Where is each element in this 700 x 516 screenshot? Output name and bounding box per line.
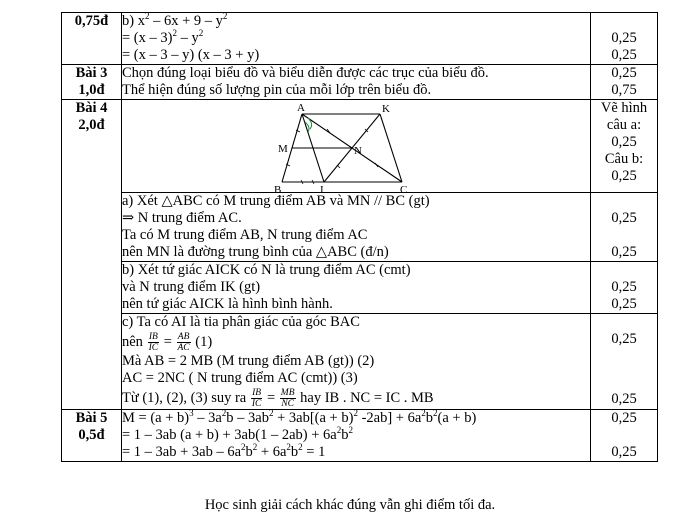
point-label: A — [297, 102, 305, 114]
points-cell: 0,25 0,25 — [591, 314, 658, 410]
point-label: B — [274, 184, 282, 194]
point-label: N — [354, 145, 362, 157]
row-bai3 — [62, 65, 658, 100]
row-bai2b — [62, 13, 658, 65]
points-cell: 0,25 0,25 — [591, 13, 658, 65]
points-cell: 0,25 0,25 — [591, 410, 658, 462]
geometry-figure — [272, 102, 432, 194]
fraction: $\frac{MB}{NC}$ — [280, 388, 295, 410]
fraction: $\frac{IB}{IC}$ — [251, 388, 262, 410]
row-bai4-b — [62, 262, 658, 314]
score-cell: Bài 4 2,0đ — [62, 100, 122, 410]
fraction: $\frac{IB}{IC}$ — [148, 332, 159, 354]
row-bai5 — [62, 410, 658, 462]
content-cell — [122, 13, 591, 65]
points-cell: 0,25 0,25 — [591, 193, 658, 262]
content-cell: Chọn đúng loại biểu đồ và biểu diễn được các trục của biểu đồ. Thể hiện đúng số lượng pin của mỗi lớp trên biểu đồ. — [122, 65, 591, 100]
fraction: $\frac{AB}{AC}$ — [177, 332, 190, 354]
footer-note: Học sinh giải cách khác đúng vẫn ghi điểm tối đa. — [204, 497, 496, 513]
content-cell: c) Ta có AI là tia phân giác của góc BAC nên $\frac{IB}{IC}$ = $\frac{AB}{AC}$ (1) Mà AB = 2 MB (M trung điểm AB (gt)) (2) AC = 2NC ( N trung điểm AC (cmt)) (3) Từ (1), (2), (3) suy ra $\frac{IB}{IC}$ = $\frac{MB}{NC}$ hay IB . NC = IC . MB — [122, 314, 591, 410]
row-bai4-figure — [62, 100, 658, 193]
row-bai4-c — [62, 314, 658, 410]
content-cell: a) Xét △ABC có M trung điểm AB và MN // BC (gt) ⇒ N trung điểm AC. Ta có M trung điểm AB, N trung điểm AC nên MN là đường trung bình của △ABC (đ/n) — [122, 193, 591, 262]
score-cell: Bài 3 1,0đ — [62, 65, 122, 100]
geometry-figure-cell — [122, 100, 591, 193]
points-cell: 0,25 0,25 — [591, 262, 658, 314]
expression-line: $M = (a + b)^3 - 3a^2b - 3ab^2 + 3ab[(a + b)^2$ $-2ab] + 6a^2b^2(a + b)$ — [122, 408, 477, 426]
point-label: M — [278, 143, 288, 155]
content-cell: b) Xét tứ giác AICK có N là trung điểm AC (cmt) và N trung điểm IK (gt) nên tứ giác AICK là hình bình hành. — [122, 262, 591, 314]
content-cell — [122, 410, 591, 462]
expression-line: = 1 – 3ab $(a + b) + 3ab(1 - 2ab) + 6a^2b^2$ — [122, 425, 353, 443]
fraction-line: nên $\frac{IB}{IC}$ = $\frac{AB}{AC}$ (1) — [122, 332, 213, 354]
score-cell: 0,75đ — [62, 13, 122, 65]
expression-line: = $(x - 3)^2 - y^2$ — [122, 28, 204, 46]
point-label: I — [320, 184, 324, 194]
score-cell: Bài 5 0,5đ — [62, 410, 122, 462]
expression-line: = $1 - 3ab + 3ab - 6a^2b^2 + 6a^2b^2 = 1$ — [122, 442, 326, 460]
point-label: K — [382, 103, 390, 115]
points-cell: Vẽ hình câu a: 0,25 Câu b: 0,25 — [591, 100, 658, 193]
points-cell: 0,25 0,75 — [591, 65, 658, 100]
expression-line: b) $x^2 - 6x + 9 - y^2$ — [122, 11, 228, 29]
row-bai4-a — [62, 193, 658, 262]
fraction-line: Từ (1), (2), (3) suy ra $\frac{IB}{IC}$ = $\frac{MB}{NC}$ hay IB . NC = IC . MB — [122, 388, 434, 410]
point-label: C — [400, 184, 408, 194]
answer-key-table — [61, 12, 658, 462]
expression-line: = (x – 3 – y) (x – 3 + y) — [122, 47, 260, 63]
